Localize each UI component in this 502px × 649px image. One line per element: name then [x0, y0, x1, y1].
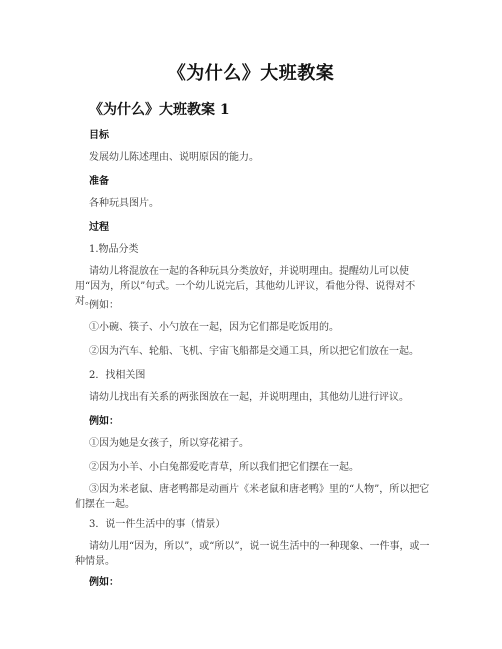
document-title: 《为什么》大班教案: [167, 63, 335, 84]
item2-title: 2．找相关图: [89, 370, 146, 381]
goal-text: 发展幼儿陈述理由、说明原因的能力。: [89, 152, 259, 163]
example1-a: ①小碗、筷子、小勺放在一起，因为它们都是吃饭用的。: [89, 322, 339, 333]
section-subtitle: 《为什么》大班教案 1: [89, 102, 230, 118]
example2-b: ②因为小羊、小白兔都爱吃青草，所以我们把它们摆在一起。: [89, 462, 359, 473]
example2-label: 例如：: [89, 416, 119, 427]
prep-text: 各种玩具图片。: [89, 198, 159, 209]
item1-paragraph: 请幼儿将混放在一起的各种玩具分类放好，并说明理由。提醒幼儿可以使用“因为，所以”句式。一个幼儿说完后，其他幼儿评议，看他分得、说得对不对。: [75, 266, 416, 307]
example1-label: 例如：: [89, 300, 119, 311]
example3-label: 例如：: [89, 577, 119, 588]
example2-c: ③因为米老鼠、唐老鸭都是动画片《米老鼠和唐老鸭》里的“人物”，所以把它们摆在一起。: [75, 484, 430, 510]
item3-title: 3．说一件生活中的事（情景）: [89, 519, 226, 530]
item1-title: 1.物品分类: [89, 244, 139, 255]
example2-a: ①因为她是女孩子，所以穿花裙子。: [89, 438, 249, 449]
item3-paragraph: 请幼儿用“因为，所以”，或“所以”，说一说生活中的一种现象、一件事，或一种情景。: [75, 541, 430, 567]
prep-heading: 准备: [89, 176, 109, 187]
process-heading: 过程: [89, 222, 109, 233]
example1-b: ②因为汽车、轮船、飞机、宇宙飞船都是交通工具，所以把它们放在一起。: [89, 346, 419, 357]
item2-paragraph: 请幼儿找出有关系的两张图放在一起，并说明理由，其他幼儿进行评议。: [89, 392, 409, 403]
goal-heading: 目标: [89, 130, 109, 141]
